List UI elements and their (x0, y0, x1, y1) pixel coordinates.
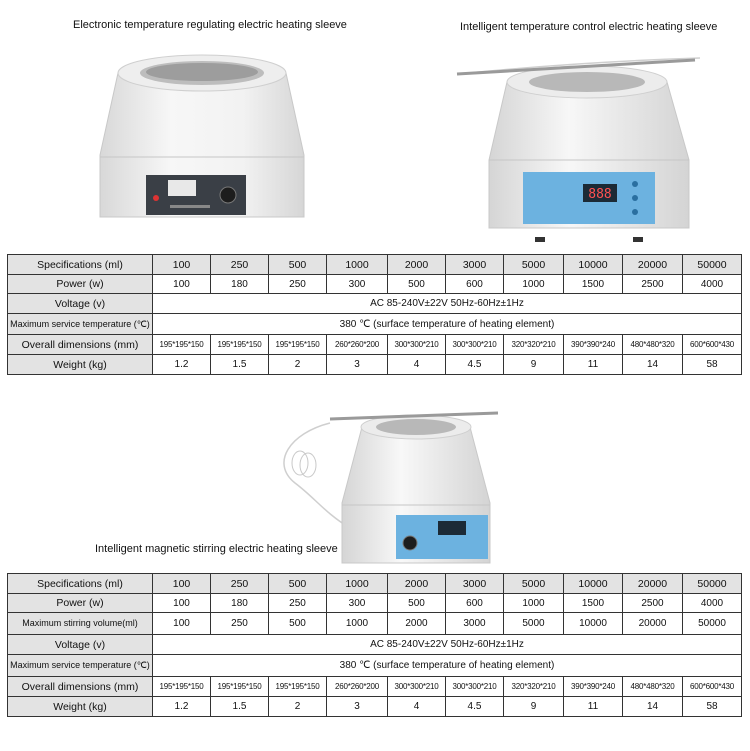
cell: 600 (446, 594, 504, 613)
cell: 1500 (564, 275, 623, 294)
digital-display (438, 521, 466, 535)
cell: 50000 (683, 255, 742, 275)
row-label: Voltage (v) (8, 294, 153, 314)
cell: 500 (388, 275, 446, 294)
row-label: Maximum stirring volume(ml) (8, 613, 153, 635)
row-label: Weight (kg) (8, 697, 153, 717)
cell: 4 (388, 697, 446, 717)
product3-image (270, 403, 500, 568)
cell: 100 (153, 275, 211, 294)
cell: 195*195*150 (269, 677, 327, 697)
cell: 195*195*150 (153, 677, 211, 697)
cell: 195*195*150 (211, 677, 269, 697)
cell: 2500 (623, 275, 683, 294)
knob-icon (220, 187, 236, 203)
table-row (8, 635, 742, 655)
spec-table-1 (7, 254, 742, 375)
cell: 500 (269, 613, 327, 635)
table-row (8, 613, 742, 635)
cell: 58 (683, 697, 742, 717)
cell: 2000 (388, 574, 446, 594)
cell: AC 85-240V±22V 50Hz-60Hz±1Hz (153, 635, 742, 655)
table-row (8, 655, 742, 677)
cell: 1000 (504, 594, 564, 613)
analog-meter-icon (168, 180, 196, 196)
display-digits: 888 (588, 187, 612, 202)
row-label: Maximum service temperature (℃) (8, 655, 153, 677)
cell: 10000 (564, 255, 623, 275)
cell: 300*300*210 (388, 677, 446, 697)
cell: 50000 (683, 574, 742, 594)
cell: 320*320*210 (504, 677, 564, 697)
cell: 3 (327, 697, 388, 717)
table-row (8, 355, 742, 375)
cell: 380 ℃ (surface temperature of heating element) (153, 314, 742, 335)
cell: 14 (623, 697, 683, 717)
product1-caption: Electronic temperature regulating electric heating sleeve (73, 19, 347, 31)
cell: 3000 (446, 255, 504, 275)
cell: 100 (153, 613, 211, 635)
cell: 390*390*240 (564, 677, 623, 697)
table-row (8, 697, 742, 717)
cell: 9 (504, 697, 564, 717)
cell: 20000 (623, 255, 683, 275)
row-label: Power (w) (8, 275, 153, 294)
cell: 380 ℃ (surface temperature of heating element) (153, 655, 742, 677)
cell: 20000 (623, 574, 683, 594)
cell: 195*195*150 (269, 335, 327, 355)
cell: 10000 (564, 613, 623, 635)
table-row (8, 255, 742, 275)
table-row (8, 574, 742, 594)
cell: 4 (388, 355, 446, 375)
cell: 3 (327, 355, 388, 375)
cell: 100 (153, 594, 211, 613)
spec-table-2 (7, 573, 742, 717)
knob-icon (403, 536, 417, 550)
cell: 4.5 (446, 697, 504, 717)
cell: 180 (211, 594, 269, 613)
cell: 180 (211, 275, 269, 294)
cell: 9 (504, 355, 564, 375)
cell: 250 (211, 255, 269, 275)
cell: 320*320*210 (504, 335, 564, 355)
cell: 250 (269, 275, 327, 294)
cell: 600*600*430 (683, 677, 742, 697)
cell: 4000 (683, 275, 742, 294)
cell: 58 (683, 355, 742, 375)
cell: 500 (269, 574, 327, 594)
cell: 100 (153, 255, 211, 275)
cell: 500 (269, 255, 327, 275)
cell: 1000 (327, 574, 388, 594)
cell: 500 (388, 594, 446, 613)
cell: 2 (269, 697, 327, 717)
cell: 600 (446, 275, 504, 294)
cell: 2000 (388, 613, 446, 635)
cell: 4000 (683, 594, 742, 613)
cell: 5000 (504, 613, 564, 635)
product1-image (90, 35, 315, 225)
product3-caption: Intelligent magnetic stirring electric heating sleeve (95, 543, 338, 555)
cell: 3000 (446, 613, 504, 635)
row-label: Power (w) (8, 594, 153, 613)
row-label: Specifications (ml) (8, 255, 153, 275)
row-label: Weight (kg) (8, 355, 153, 375)
cell: 10000 (564, 574, 623, 594)
cell: 5000 (504, 574, 564, 594)
cell: 250 (211, 574, 269, 594)
table-row (8, 275, 742, 294)
cell: 260*260*200 (327, 335, 388, 355)
table-row (8, 335, 742, 355)
cell: 600*600*430 (683, 335, 742, 355)
row-label: Overall dimensions (mm) (8, 677, 153, 697)
cell: 390*390*240 (564, 335, 623, 355)
product2-caption: Intelligent temperature control electric heating sleeve (460, 21, 718, 33)
row-label: Voltage (v) (8, 635, 153, 655)
cell: 11 (564, 355, 623, 375)
row-label: Maximum service temperature (℃) (8, 314, 153, 335)
cell: 300*300*210 (388, 335, 446, 355)
cell: 1000 (327, 613, 388, 635)
cell: 1500 (564, 594, 623, 613)
cell: 1.5 (211, 355, 269, 375)
cell: 2000 (388, 255, 446, 275)
product2-image (455, 32, 700, 242)
cell: 195*195*150 (153, 335, 211, 355)
cell: 1.2 (153, 697, 211, 717)
table-row (8, 294, 742, 314)
cell: 300 (327, 594, 388, 613)
cell: 5000 (504, 255, 564, 275)
row-label: Overall dimensions (mm) (8, 335, 153, 355)
cell: 1.5 (211, 697, 269, 717)
table-row (8, 677, 742, 697)
cell: 50000 (683, 613, 742, 635)
cell: 3000 (446, 574, 504, 594)
cell: 2 (269, 355, 327, 375)
table-row (8, 594, 742, 613)
cell: AC 85-240V±22V 50Hz-60Hz±1Hz (153, 294, 742, 314)
cell: 4.5 (446, 355, 504, 375)
cell: 250 (269, 594, 327, 613)
table-row (8, 314, 742, 335)
cell: 1000 (327, 255, 388, 275)
cell: 480*480*320 (623, 335, 683, 355)
cell: 100 (153, 574, 211, 594)
cell: 260*260*200 (327, 677, 388, 697)
cell: 11 (564, 697, 623, 717)
cell: 300 (327, 275, 388, 294)
cell: 14 (623, 355, 683, 375)
probe-cable-icon (284, 423, 350, 528)
cell: 250 (211, 613, 269, 635)
power-light-icon (153, 195, 159, 201)
cell: 300*300*210 (446, 677, 504, 697)
row-label: Specifications (ml) (8, 574, 153, 594)
cell: 20000 (623, 613, 683, 635)
cell: 480*480*320 (623, 677, 683, 697)
cell: 1.2 (153, 355, 211, 375)
cell: 1000 (504, 275, 564, 294)
cell: 2500 (623, 594, 683, 613)
cell: 195*195*150 (211, 335, 269, 355)
cell: 300*300*210 (446, 335, 504, 355)
